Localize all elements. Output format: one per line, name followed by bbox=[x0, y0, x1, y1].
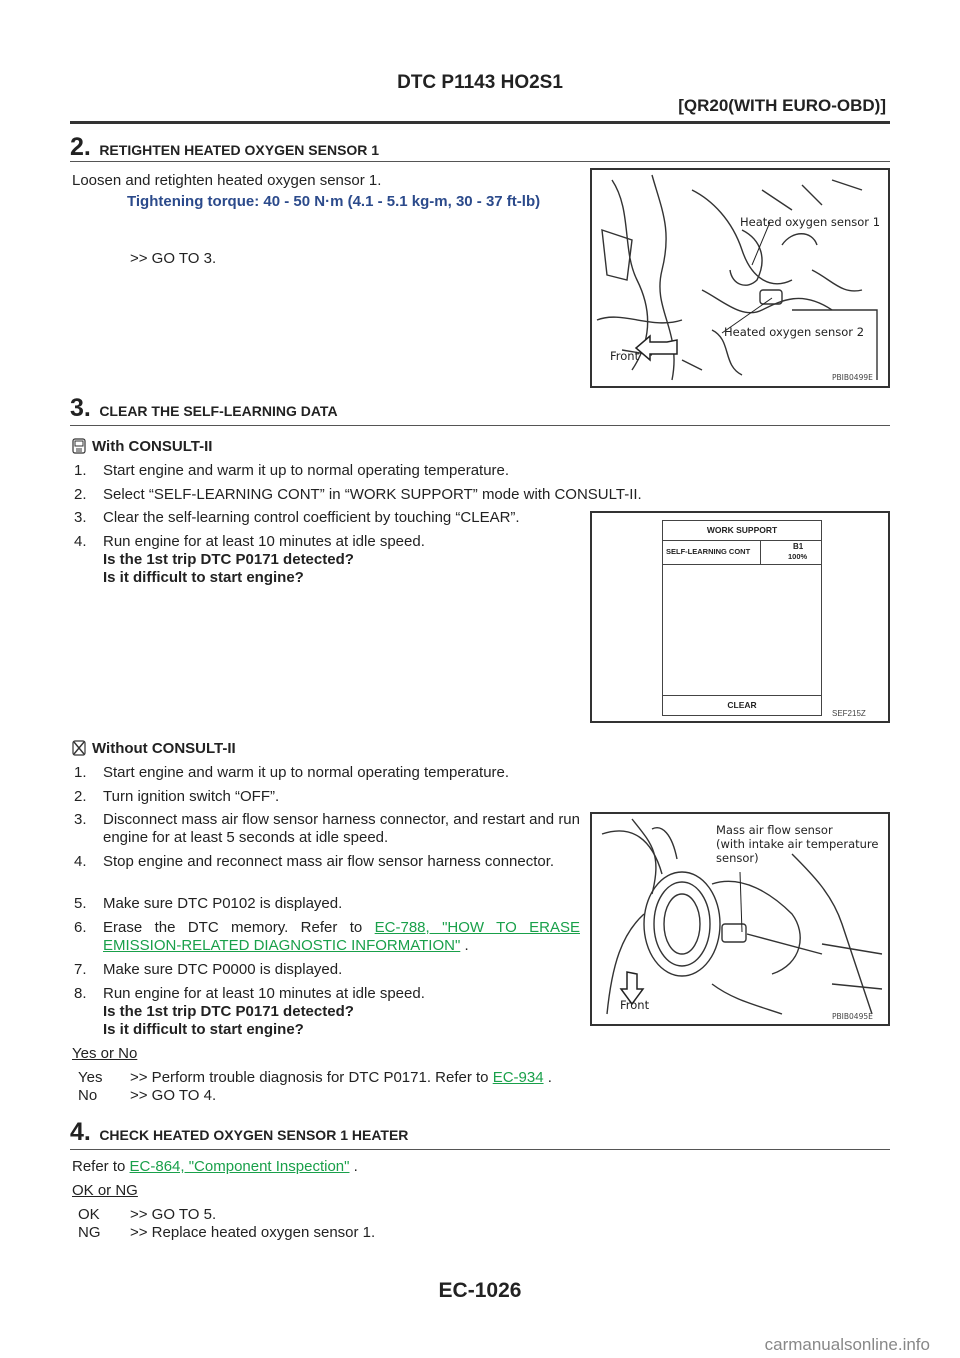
step-number: 3. bbox=[70, 394, 91, 422]
front-label: Front bbox=[610, 349, 640, 363]
without-consult-label: Without CONSULT-II bbox=[92, 740, 236, 757]
list-item: 6. Erase the DTC memory. Refer to EC-788, "HOW TO ERASE EMISSION-RELATED DIAGNOSTIC INFORMATION" . bbox=[74, 919, 580, 954]
row-bank: B1 bbox=[793, 542, 804, 551]
maf-label-line-2: (with intake air temperature bbox=[716, 837, 879, 851]
ng-action: >> Replace heated oxygen sensor 1. bbox=[130, 1224, 376, 1241]
list-item: 4. Stop engine and reconnect mass air flow sensor harness connector. bbox=[74, 853, 555, 870]
list-item: 5. Make sure DTC P0102 is displayed. bbox=[74, 895, 343, 912]
yes-key: Yes bbox=[78, 1069, 103, 1086]
yes-action: >> Perform trouble diagnosis for DTC P0171. Refer to EC-934 . bbox=[130, 1069, 552, 1086]
step-title: CLEAR THE SELF-LEARNING DATA bbox=[99, 403, 338, 419]
clear-button: CLEAR bbox=[663, 695, 821, 715]
list-item: 1. Start engine and warm it up to normal operating temperature. bbox=[74, 764, 510, 781]
sensor-2-label: Heated oxygen sensor 2 bbox=[724, 325, 865, 339]
list-item: 2. Select “SELF-LEARNING CONT” in “WORK SUPPORT” mode with CONSULT-II. bbox=[74, 486, 642, 503]
step-rule bbox=[70, 161, 890, 162]
question: Is the 1st trip DTC P0171 detected? bbox=[103, 1003, 354, 1020]
question: Is it difficult to start engine? bbox=[103, 1021, 304, 1038]
figure-code: PBIB0495E bbox=[832, 1012, 873, 1021]
screen-row bbox=[663, 540, 821, 565]
step-title: RETIGHTEN HEATED OXYGEN SENSOR 1 bbox=[99, 142, 380, 158]
row-value: 100% bbox=[788, 552, 808, 561]
list-item: 3. Clear the self-learning control coefficient by touching “CLEAR”. bbox=[74, 509, 520, 526]
screen-title: WORK SUPPORT bbox=[663, 521, 821, 541]
maf-label-line-1: Mass air flow sensor bbox=[716, 823, 833, 837]
step-4-refer: Refer to EC-864, "Component Inspection" . bbox=[72, 1158, 358, 1175]
header-rule bbox=[70, 121, 890, 124]
goto-step-3: >> GO TO 3. bbox=[130, 250, 217, 267]
sensor-location-figure bbox=[590, 168, 890, 388]
with-consult-label: With CONSULT-II bbox=[92, 438, 213, 455]
step-3-heading bbox=[70, 394, 338, 423]
step-rule bbox=[70, 425, 890, 426]
step-number: 4. bbox=[70, 1118, 91, 1146]
list-item: 1. Start engine and warm it up to normal operating temperature. bbox=[74, 462, 510, 479]
page-code: EC-1026 bbox=[438, 1279, 522, 1302]
no-action: >> GO TO 4. bbox=[130, 1087, 217, 1104]
step-number: 2. bbox=[70, 133, 91, 161]
decision-label: OK or NG bbox=[72, 1182, 138, 1199]
consult-tester-icon bbox=[72, 438, 86, 454]
maf-illustration bbox=[592, 814, 888, 1024]
work-support-screen-figure bbox=[590, 511, 890, 723]
list-item: 7. Make sure DTC P0000 is displayed. bbox=[74, 961, 343, 978]
row-label: SELF-LEARNING CONT bbox=[663, 540, 761, 564]
question: Is the 1st trip DTC P0171 detected? bbox=[103, 551, 354, 568]
page-subtitle: [QR20(WITH EURO-OBD)] bbox=[678, 96, 886, 115]
no-tester-icon bbox=[72, 740, 86, 756]
maf-label-line-3: sensor) bbox=[716, 851, 759, 865]
list-item: 4. Run engine for at least 10 minutes at idle speed. Is the 1st trip DTC P0171 detected? Is it difficult to start engine? bbox=[74, 533, 580, 587]
erase-dtc-link[interactable]: EC-788, "HOW TO ERASE EMISSION-RELATED DIAGNOSTIC INFORMATION" bbox=[103, 919, 580, 954]
figure-code: PBIB0499E bbox=[832, 373, 873, 382]
front-label: Front bbox=[620, 998, 650, 1012]
sensor-1-label: Heated oxygen sensor 1 bbox=[740, 215, 881, 229]
page-title: DTC P1143 HO2S1 bbox=[397, 72, 563, 93]
step-4-heading bbox=[70, 1118, 408, 1147]
figure-code: SEF215Z bbox=[832, 709, 866, 718]
step-rule bbox=[70, 1149, 890, 1150]
torque-spec: Tightening torque: 40 - 50 N·m (4.1 - 5.1 kg-m, 30 - 37 ft-lb) bbox=[127, 193, 541, 210]
without-consult-heading bbox=[72, 740, 236, 758]
component-inspection-link[interactable]: EC-864, "Component Inspection" bbox=[129, 1158, 350, 1175]
ok-action: >> GO TO 5. bbox=[130, 1206, 217, 1223]
decision-label: Yes or No bbox=[72, 1045, 138, 1062]
step-2-instruction: Loosen and retighten heated oxygen sensor 1. bbox=[72, 172, 382, 189]
list-item: 8. Run engine for at least 10 minutes at idle speed. Is the 1st trip DTC P0171 detected? Is it difficult to start engine? bbox=[74, 985, 580, 1039]
maf-sensor-figure bbox=[590, 812, 890, 1026]
consult-screen bbox=[662, 520, 822, 716]
question: Is it difficult to start engine? bbox=[103, 569, 304, 586]
ng-key: NG bbox=[78, 1224, 101, 1241]
list-item: 2. Turn ignition switch “OFF”. bbox=[74, 788, 280, 805]
watermark: carmanualsonline.info bbox=[764, 1335, 930, 1354]
with-consult-heading bbox=[72, 438, 212, 456]
list-item: 3. Disconnect mass air flow sensor harness connector, and restart and run engine for at least 5 seconds at idle speed. bbox=[74, 811, 580, 846]
step-title: CHECK HEATED OXYGEN SENSOR 1 HEATER bbox=[99, 1127, 409, 1143]
engine-illustration bbox=[592, 170, 888, 386]
step-2-heading bbox=[70, 133, 379, 162]
no-key: No bbox=[78, 1087, 98, 1104]
ok-key: OK bbox=[78, 1206, 100, 1223]
dtc-p0171-link[interactable]: EC-934 bbox=[492, 1069, 544, 1086]
